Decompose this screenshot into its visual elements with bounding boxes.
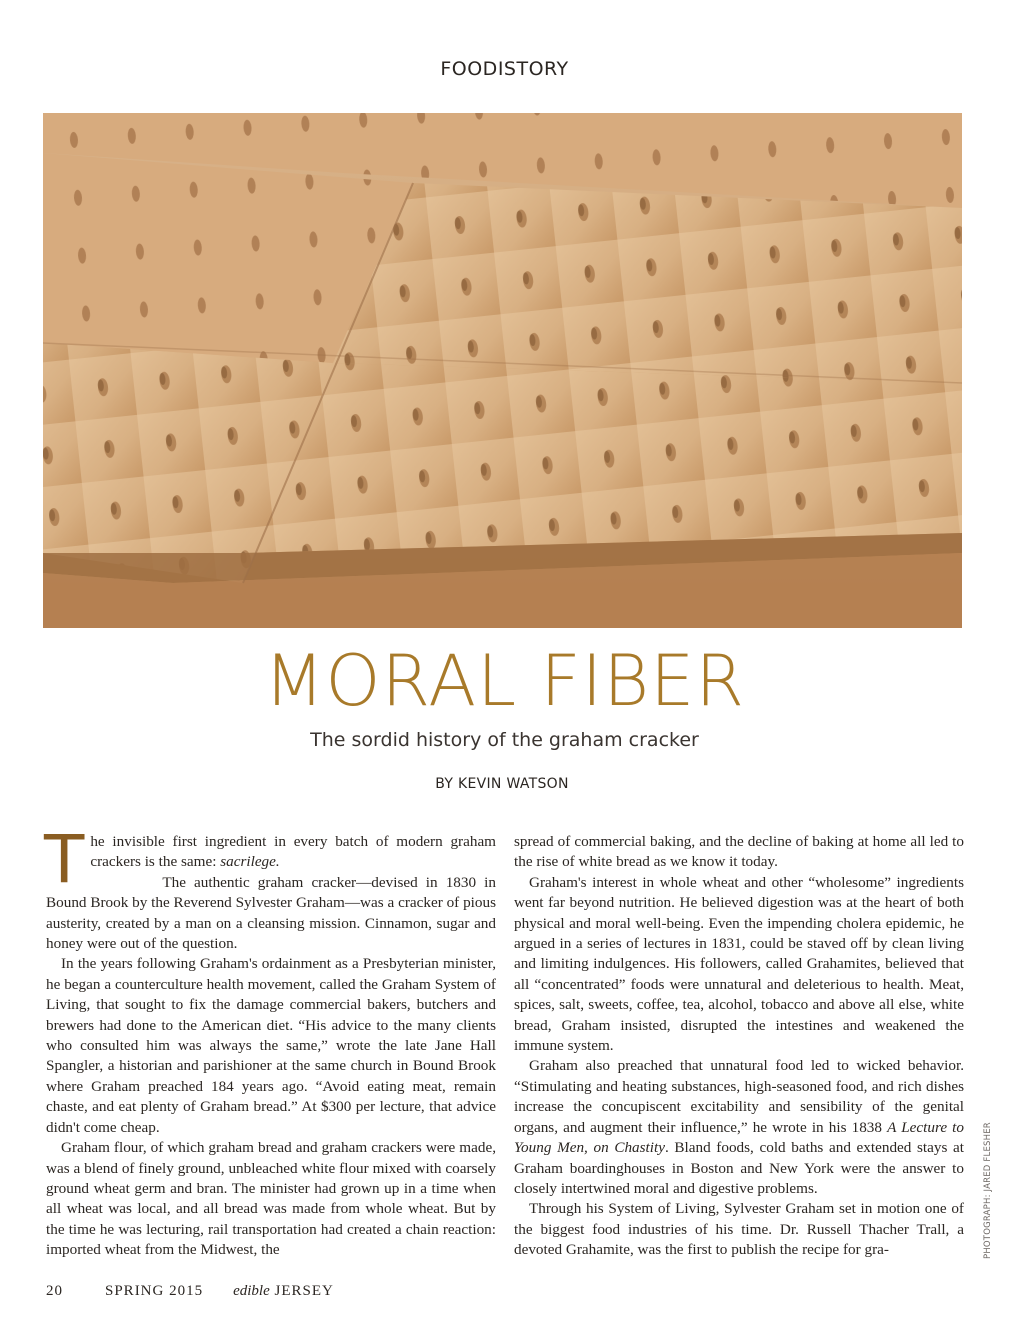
article-column-right [514,832,964,1261]
paragraph-text: . Bland foods, cold baths and extended stays at Graham boardinghouses in Boston and New York were the answer to closely intertwined moral and digestive problems. [514,1139,964,1197]
photo-credit [979,1114,997,1264]
graham-cracker-photo-icon [43,113,962,628]
article-paragraph: Through his System of Living, Sylvester Graham set in motion one of the biggest food industries of his time. Dr. Russell Thacher Trall, a devoted Grahamite, was the first to publish the recipe for gra- [514,1200,964,1259]
article-column-left [44,821,496,1261]
paragraph-text: Graham also preached that unnatural food led to wicked behavior. “Stimulating and heating substances, high-seasoned food, and rich dishes increase the concupiscent excitability and sensibility of the genital organs, and augment their influence,” he wrote in his 1838 [514,1057,964,1136]
drop-cap: T [44,821,85,898]
article-paragraph: spread of commercial baking, and the decline of baking at home all led to the rise of white bread as we know it today. [514,833,964,871]
issue-label: SPRING 2015 [105,1283,204,1299]
photo-credit-text: PHOTOGRAPH: JARED FLESHER [983,1122,993,1259]
article-paragraph [514,1056,964,1199]
book-title: A Lecture to Young Men, on Chastity [514,1118,964,1157]
brand-italic: edible [233,1283,270,1299]
page-footer [46,1283,334,1300]
article-paragraph: Graham flour, of which graham bread and graham crackers were made, was a blend of finely ground, unbleached white flour mixed with coarsely ground wheat germ and bran. The minister had grown up in a time when all wheat was local, and all bread was made from whole wheat. But by the time he was lecturing, rail transportation had created a chain reaction: imported wheat from the Midwest, the [46,1139,496,1259]
article-paragraph: Graham's interest in whole wheat and other “wholesome” ingredients went far beyond nutrition. He believed digestion was at the heart of both physical and moral well-being. Even the impending cholera epidemic, he argued in a series of lectures in 1831, could be staved off by clean living and limiting indulgences. His followers, called Grahamites, believed that all “concentrated” foods were unnatural and deleterious to health. Meat, spices, salt, sweets, coffee, tea, alcohol, tobacco and above all else, white bread, Graham insisted, disrupted the intestines and weakened the immune system. [514,873,964,1055]
emphasis-text: sacrilege. [220,853,280,871]
page-number: 20 [46,1283,63,1299]
headline: MORAL FIBER [263,640,746,722]
article-paragraph: The authentic graham cracker—devised in 1830 in Bound Brook by the Reverend Sylvester Graham—was a cracker of pious austerity, created by a man on a cleansing mission. Cinnamon, sugar and honey were out of the question. [46,873,496,953]
article-paragraph [44,821,496,898]
brand-name: JERSEY [274,1283,334,1299]
section-label: FOODISTORY [440,58,569,80]
paragraph-text: he invisible first ingredient in every batch of modern graham crackers is the same: [90,833,496,871]
subtitle: The sordid history of the graham cracker [310,729,699,751]
hero-photo [43,113,962,628]
article-paragraph: In the years following Graham's ordainment as a Presbyterian minister, he began a counterculture health movement, called the Graham System of Living, that sought to fix the damage commercial bakers, butchers and brewers had done to the American diet. “His advice to the many clients who consulted him was always the same,” wrote the late Jane Hall Spangler, a historian and parishioner at the same church in Bound Brook where Graham preached 184 years ago. “Avoid eating meat, remain chaste, and eat plenty of Graham bread.” At $300 per lecture, that advice didn't come cheap. [46,955,496,1136]
byline: BY KEVIN WATSON [435,776,569,792]
